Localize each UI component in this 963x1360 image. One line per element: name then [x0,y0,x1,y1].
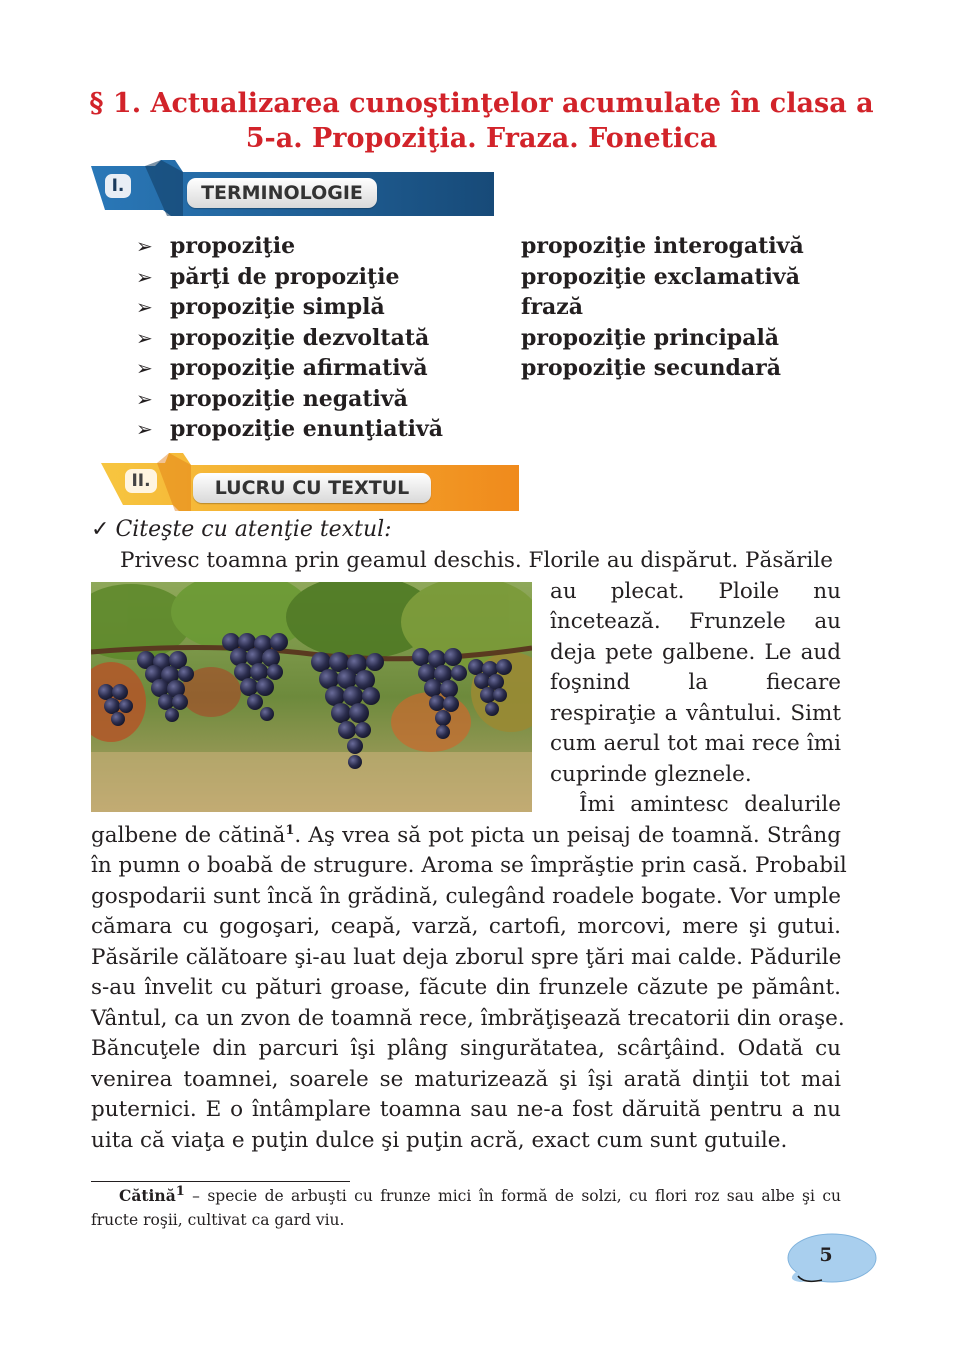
term-item: propoziţie exclamativă [521,263,800,290]
text-line: Privesc toamna prin geamul deschis. Florile au dispărut. Păsările [120,548,833,573]
text-line: s-au învelit cu pături groase, făcute din frunzele căzute pe pământ. [91,975,841,1000]
footnote-term: Cătină [119,1186,176,1205]
section-label: TERMINOLOGIE [187,178,377,208]
text-line: Îmi amintesc dealurile [579,792,841,817]
term-item: propoziţie interogativă [521,233,804,259]
page-title [60,86,903,156]
term-item: ➢ propoziţie enunţiativă [136,414,443,445]
text-line: venirea toamnei, soarele se maturizează şi îşi arată dinţii tot mai [91,1067,841,1092]
text-line: Păsările călătoare şi-au luat deja zborul spre ţări mai calde. Pădurile [91,945,842,970]
terminology-list-right [521,231,804,384]
text-line: cuprinde gleznele. [550,762,752,787]
text-line: uita că viaţa e puţin dulce şi puţin acră, exact cum sunt gutuile. [91,1128,788,1153]
text-line: în pumn o boabă de strugure. Aroma se împrăştie prin casă. Probabil [91,853,847,878]
term-item: ➢ propoziţie negativă [136,384,443,415]
text-fragment: . Aş vrea să pot picta un peisaj de toamnă. Strâng [294,823,841,848]
footnote-definition: – specie de arbuşti cu frunze mici în formă de solzi, cu flori roz sau albe şi cu fructe roşii, cultivat ca gard viu. [91,1187,841,1229]
terminology-list-left [136,231,443,445]
text-line [91,821,841,852]
term-item: ➢ propoziţie afirmativă [136,353,443,384]
title-line-1: § 1. Actualizarea cunoştinţelor acumulate în clasa a [89,88,874,119]
text-line: cum aerul tot mai rece îmi [550,731,841,756]
text-line: Băncuţele din parcuri îşi plâng singurătatea, scârţâind. Odată cu [91,1036,841,1061]
text-fragment: galbene de cătină [91,823,286,848]
footnote-mark: 1 [175,1183,185,1199]
section-number: I. [105,174,131,198]
instruction-text: Citeşte cu atenţie textul: [115,517,392,542]
section-banner-text-work [101,453,519,511]
text-line: deja pete galbene. Le aud [550,640,841,665]
term-item: ➢ propoziţie dezvoltată [136,323,443,354]
text-line: puternici. E o întâmplare toamna sau ne-a fost dăruită pentru a nu [91,1097,841,1122]
title-line-2: 5-a. Propoziţia. Fraza. Fonetica [245,123,718,154]
term-item: ➢ propoziţie [136,231,443,262]
grapes-vineyard-photo [91,582,532,812]
text-line: foşnind la fiecare [550,670,841,695]
term-item: ➢ părţi de propoziţie [136,262,443,293]
term-item: propoziţie principală [521,324,780,351]
term-item: ➢ propoziţie simplă [136,292,443,323]
footnote-reference: 1 [285,822,295,838]
text-line: Vântul, ca un zvon de toamnă rece, îmbrăţişează trecatorii din oraşe. [91,1006,845,1031]
text-line: au plecat. Ploile nu [550,579,841,604]
section-label: LUCRU CU TEXTUL [193,473,431,503]
footnote [91,1184,841,1232]
section-number: II. [125,469,157,493]
checkmark-icon: ✓ [91,517,110,542]
footnote-divider [91,1181,350,1182]
term-item: frază [521,294,584,320]
section-banner-terminology [91,160,494,216]
text-line: încetează. Frunzele au [550,609,841,634]
text-line: cămara cu gogoşari, ceapă, varză, cartofi, morcovi, mere şi gutui. [91,914,841,939]
term-item: propoziţie secundară [521,355,781,381]
text-line: respiraţie a vântului. Simt [550,701,841,726]
page-number: 5 [819,1244,833,1266]
text-line: gospodarii sunt încă în grădină, culegând roadele bogate. Vor umple [91,884,841,909]
reading-instruction [91,515,392,545]
